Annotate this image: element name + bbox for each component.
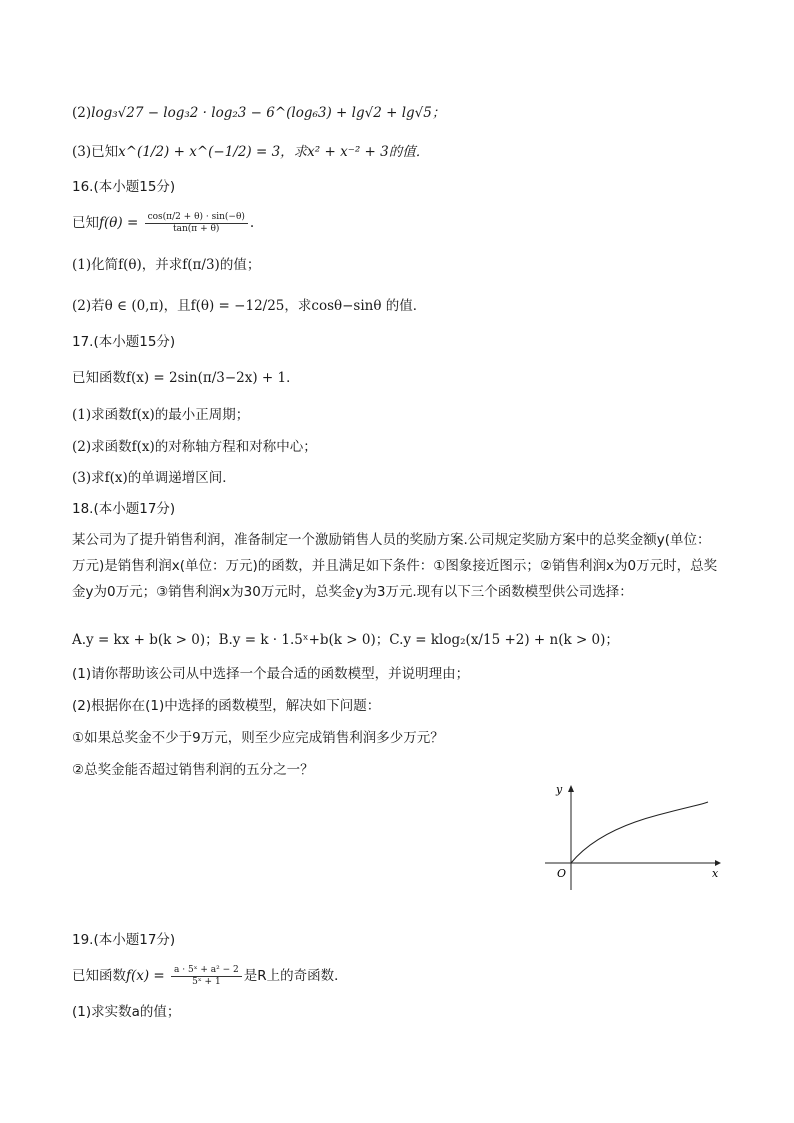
q16-heading: 16.(本小题15分) [72, 179, 176, 195]
q18-part2: (2)根据你在(1)中选择的函数模型，解决如下问题： [72, 698, 381, 714]
q16-stem-fn: f(θ) = [99, 215, 139, 231]
y-axis-label: y [556, 783, 563, 796]
curve [571, 802, 708, 863]
x-axis-label: x [712, 867, 719, 880]
q15-part3 [72, 142, 429, 162]
q17-part1: (1)求函数f(x)的最小正周期； [72, 407, 250, 423]
q19-stem-suffix: 是R上的奇函数． [243, 968, 348, 984]
q15-part2 [72, 103, 445, 123]
q18-graph [540, 780, 725, 895]
q19-stem-denominator: 5ˣ + 1 [192, 977, 221, 987]
q18-stem: 某公司为了提升销售利润，准备制定一个激励销售人员的奖励方案.公司规定奖励方案中的总奖金额y(单位：万元)是销售利润x(单位：万元)的函数，并且满足如下条件：①图象接近图示；②销售利润x为0万元时，总奖金y为0万元；③销售利润x为30万元时，总奖金y为3万元.现有以下三个函数模型供公司选择： [72, 532, 718, 600]
q16-stem: 已知f(θ) = $\frac{\cos(\pi/2 + \theta) \cdot \sin(-\theta)}{\tan(\pi + \theta)}$ . [72, 212, 255, 234]
q18-part1: (1)请你帮助该公司从中选择一个最合适的函数模型，并说明理由； [72, 666, 470, 682]
q19-part1: (1)求实数a的值； [72, 1004, 181, 1020]
q15-part2-label: (2) [72, 105, 92, 121]
q18-models: A.y = kx + b(k > 0)；B.y = k · 1.5ˣ+b(k > 0)；C.y = klog₂(x/15 +2) + n(k > 0)； [72, 632, 619, 648]
q17-stem: 已知函数f(x) = 2sin(π/3−2x) + 1． [72, 370, 300, 386]
q18-heading: 18.(本小题17分) [72, 501, 176, 517]
y-axis-arrow [568, 785, 574, 792]
q19-stem-prefix: 已知函数 [72, 968, 126, 984]
q16-stem-denominator: tan(π + θ) [173, 224, 220, 234]
q16-stem-prefix: 已知 [72, 215, 99, 231]
q16-stem-numerator: cos(π/2 + θ) · sin(−θ) [145, 212, 248, 224]
q18-sub1: ①如果总奖金不少于9万元，则至少应完成销售利润多少万元？ [72, 730, 444, 746]
q17-part3: (3)求f(x)的单调递增区间． [72, 470, 236, 486]
q16-part1: (1)化简f(θ)，并求f(π/3)的值； [72, 257, 261, 273]
q19-stem [72, 965, 348, 988]
q19-stem-numerator: a · 5ˣ + a² − 2 [171, 965, 242, 977]
q15-part2-expr: log₃√27 − log₃2 · log₂3 − 6^(log₆3) + lg√2 + lg√5； [91, 105, 446, 121]
q18-sub2: ②总奖金能否超过销售利润的五分之一？ [72, 762, 314, 778]
q19-stem-fn: f(x) = [126, 968, 165, 984]
q19-heading: 19.(本小题17分) [72, 932, 176, 948]
q16-part2: (2)若θ ∈ (0,π)，且f(θ) = −12/25，求cosθ−sinθ 的值． [72, 298, 427, 314]
q17-part2: (2)求函数f(x)的对称轴方程和对称中心； [72, 439, 317, 455]
q19-stem-fraction [171, 965, 242, 988]
origin-label: O [557, 867, 567, 880]
x-axis-arrow [715, 860, 721, 866]
q15-part3-label: (3) [72, 144, 92, 160]
q15-part3-prefix: 已知 [91, 144, 119, 160]
q15-part3-expr: x^(1/2) + x^(−1/2) = 3，求x² + x⁻² + 3的值． [118, 144, 430, 160]
q17-heading: 17.(本小题15分) [72, 334, 176, 350]
q16-stem-fraction [145, 212, 248, 235]
